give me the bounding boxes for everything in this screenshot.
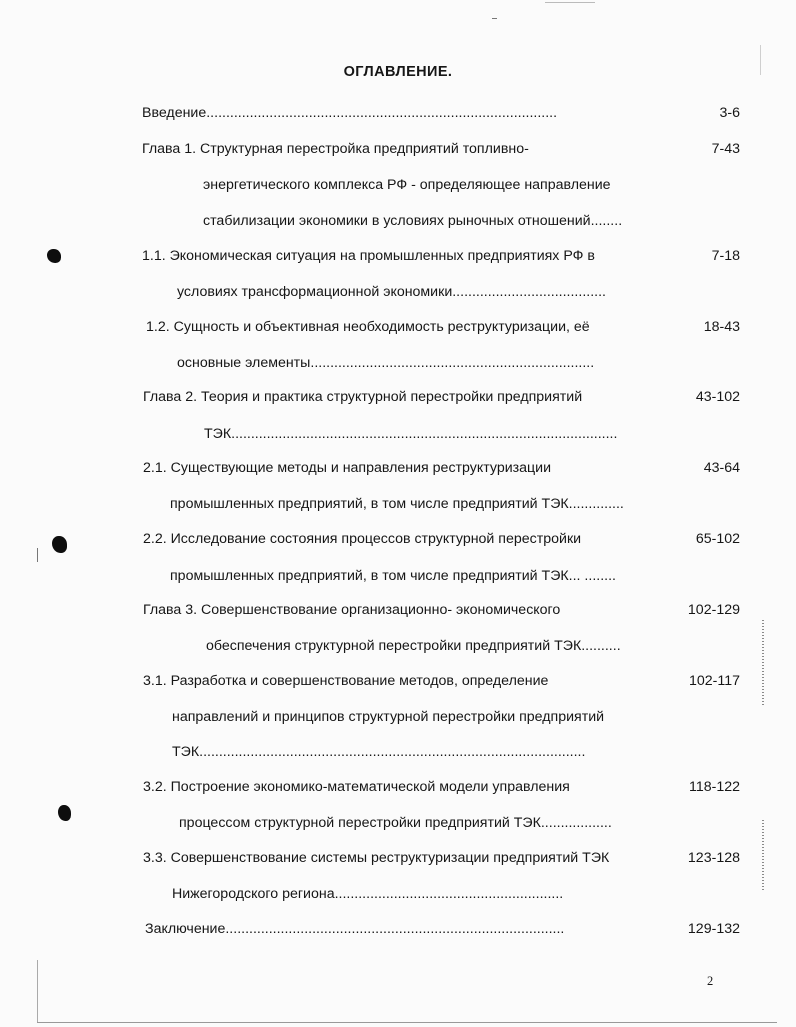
toc-entry-1-1-line-1: 1.1. Экономическая ситуация на промышленных предприятиях РФ в xyxy=(142,248,595,264)
toc-entry-chapter1-line-3: стабилизации экономики в условиях рыночных отношений........ xyxy=(203,213,623,229)
toc-entry-chapter3-line-2: обеспечения структурной перестройки предприятий ТЭК.......... xyxy=(206,638,621,654)
toc-entry-2-1-pages: 43-64 xyxy=(703,460,740,476)
toc-entry-chapter1-line-1: Глава 1. Структурная перестройка предприятий топливно- xyxy=(142,141,529,157)
toc-entry-1-2-line-1: 1.2. Сущность и объективная необходимость реструктуризации, её xyxy=(146,319,590,335)
page-title: ОГЛАВЛЕНИЕ. xyxy=(343,64,453,80)
toc-entry-2-1-line-1: 2.1. Существующие методы и направления реструктуризации xyxy=(143,460,551,476)
toc-entry-3-3-line-2: Нижегородского региона.......................................................... xyxy=(172,886,564,902)
hole-punch-mark xyxy=(58,805,71,821)
toc-entry-1-2-line-2: основные элементы........................................................................ xyxy=(177,355,595,371)
scan-noise xyxy=(762,620,764,705)
scan-speck xyxy=(37,548,38,562)
scan-speck xyxy=(545,2,595,3)
toc-entry-1-2-pages: 18-43 xyxy=(703,319,740,335)
toc-entry-3-1-line-2: направлений и принципов структурной перестройки предприятий xyxy=(172,709,605,725)
toc-entry-1-1-pages: 7-18 xyxy=(711,248,740,264)
toc-entry-chapter2-line-2: ТЭК.................................................................................................. xyxy=(204,426,618,442)
scan-noise xyxy=(762,820,764,890)
toc-entry-intro-line-1: Введение......................................................................................... xyxy=(142,105,558,121)
toc-entry-3-3-line-1: 3.3. Совершенствование системы реструктуризации предприятий ТЭК xyxy=(143,850,610,866)
toc-entry-3-1-line-3: ТЭК.................................................................................................. xyxy=(172,744,586,760)
toc-entry-chapter1-pages: 7-43 xyxy=(711,141,740,157)
scan-noise xyxy=(760,45,761,75)
left-edge-line xyxy=(37,960,38,1022)
toc-entry-chapter1-line-2: энергетического комплекса РФ - определяющее направление xyxy=(203,177,611,193)
toc-entry-chapter2-line-1: Глава 2. Теория и практика структурной перестройки предприятий xyxy=(143,389,583,405)
toc-entry-2-1-line-2: промышленных предприятий, в том числе предприятий ТЭК.............. xyxy=(170,496,624,512)
toc-entry-3-1-pages: 102-117 xyxy=(688,673,740,689)
hole-punch-mark xyxy=(47,249,61,263)
toc-entry-chapter2-pages: 43-102 xyxy=(695,389,740,405)
toc-entry-1-1-line-2: условиях трансформационной экономики....................................... xyxy=(177,284,606,300)
toc-entry-3-3-pages: 123-128 xyxy=(687,850,740,866)
toc-entry-chapter3-pages: 102-129 xyxy=(687,602,740,618)
toc-entry-chapter3-line-1: Глава 3. Совершенствование организационно- экономического xyxy=(143,602,561,618)
toc-entry-3-1-line-1: 3.1. Разработка и совершенствование методов, определение xyxy=(143,673,549,689)
toc-entry-2-2-pages: 65-102 xyxy=(695,531,740,547)
toc-entry-2-2-line-1: 2.2. Исследование состояния процессов структурной перестройки xyxy=(143,531,582,547)
hole-punch-mark xyxy=(52,536,67,553)
page-number: 2 xyxy=(707,974,714,988)
toc-entry-3-2-pages: 118-122 xyxy=(688,779,740,795)
toc-entry-3-2-line-2: процессом структурной перестройки предприятий ТЭК.................. xyxy=(179,815,612,831)
toc-entry-2-2-line-2: промышленных предприятий, в том числе предприятий ТЭК... ........ xyxy=(170,568,616,584)
scan-speck xyxy=(492,18,497,19)
toc-entry-conclusion-line-1: Заключение...................................................................................... xyxy=(145,921,565,937)
bottom-edge-line xyxy=(37,1022,777,1023)
toc-entry-conclusion-pages: 129-132 xyxy=(687,921,740,937)
toc-entry-3-2-line-1: 3.2. Построение экономико-математической модели управления xyxy=(143,779,570,795)
toc-entry-intro-pages: 3-6 xyxy=(719,105,740,121)
